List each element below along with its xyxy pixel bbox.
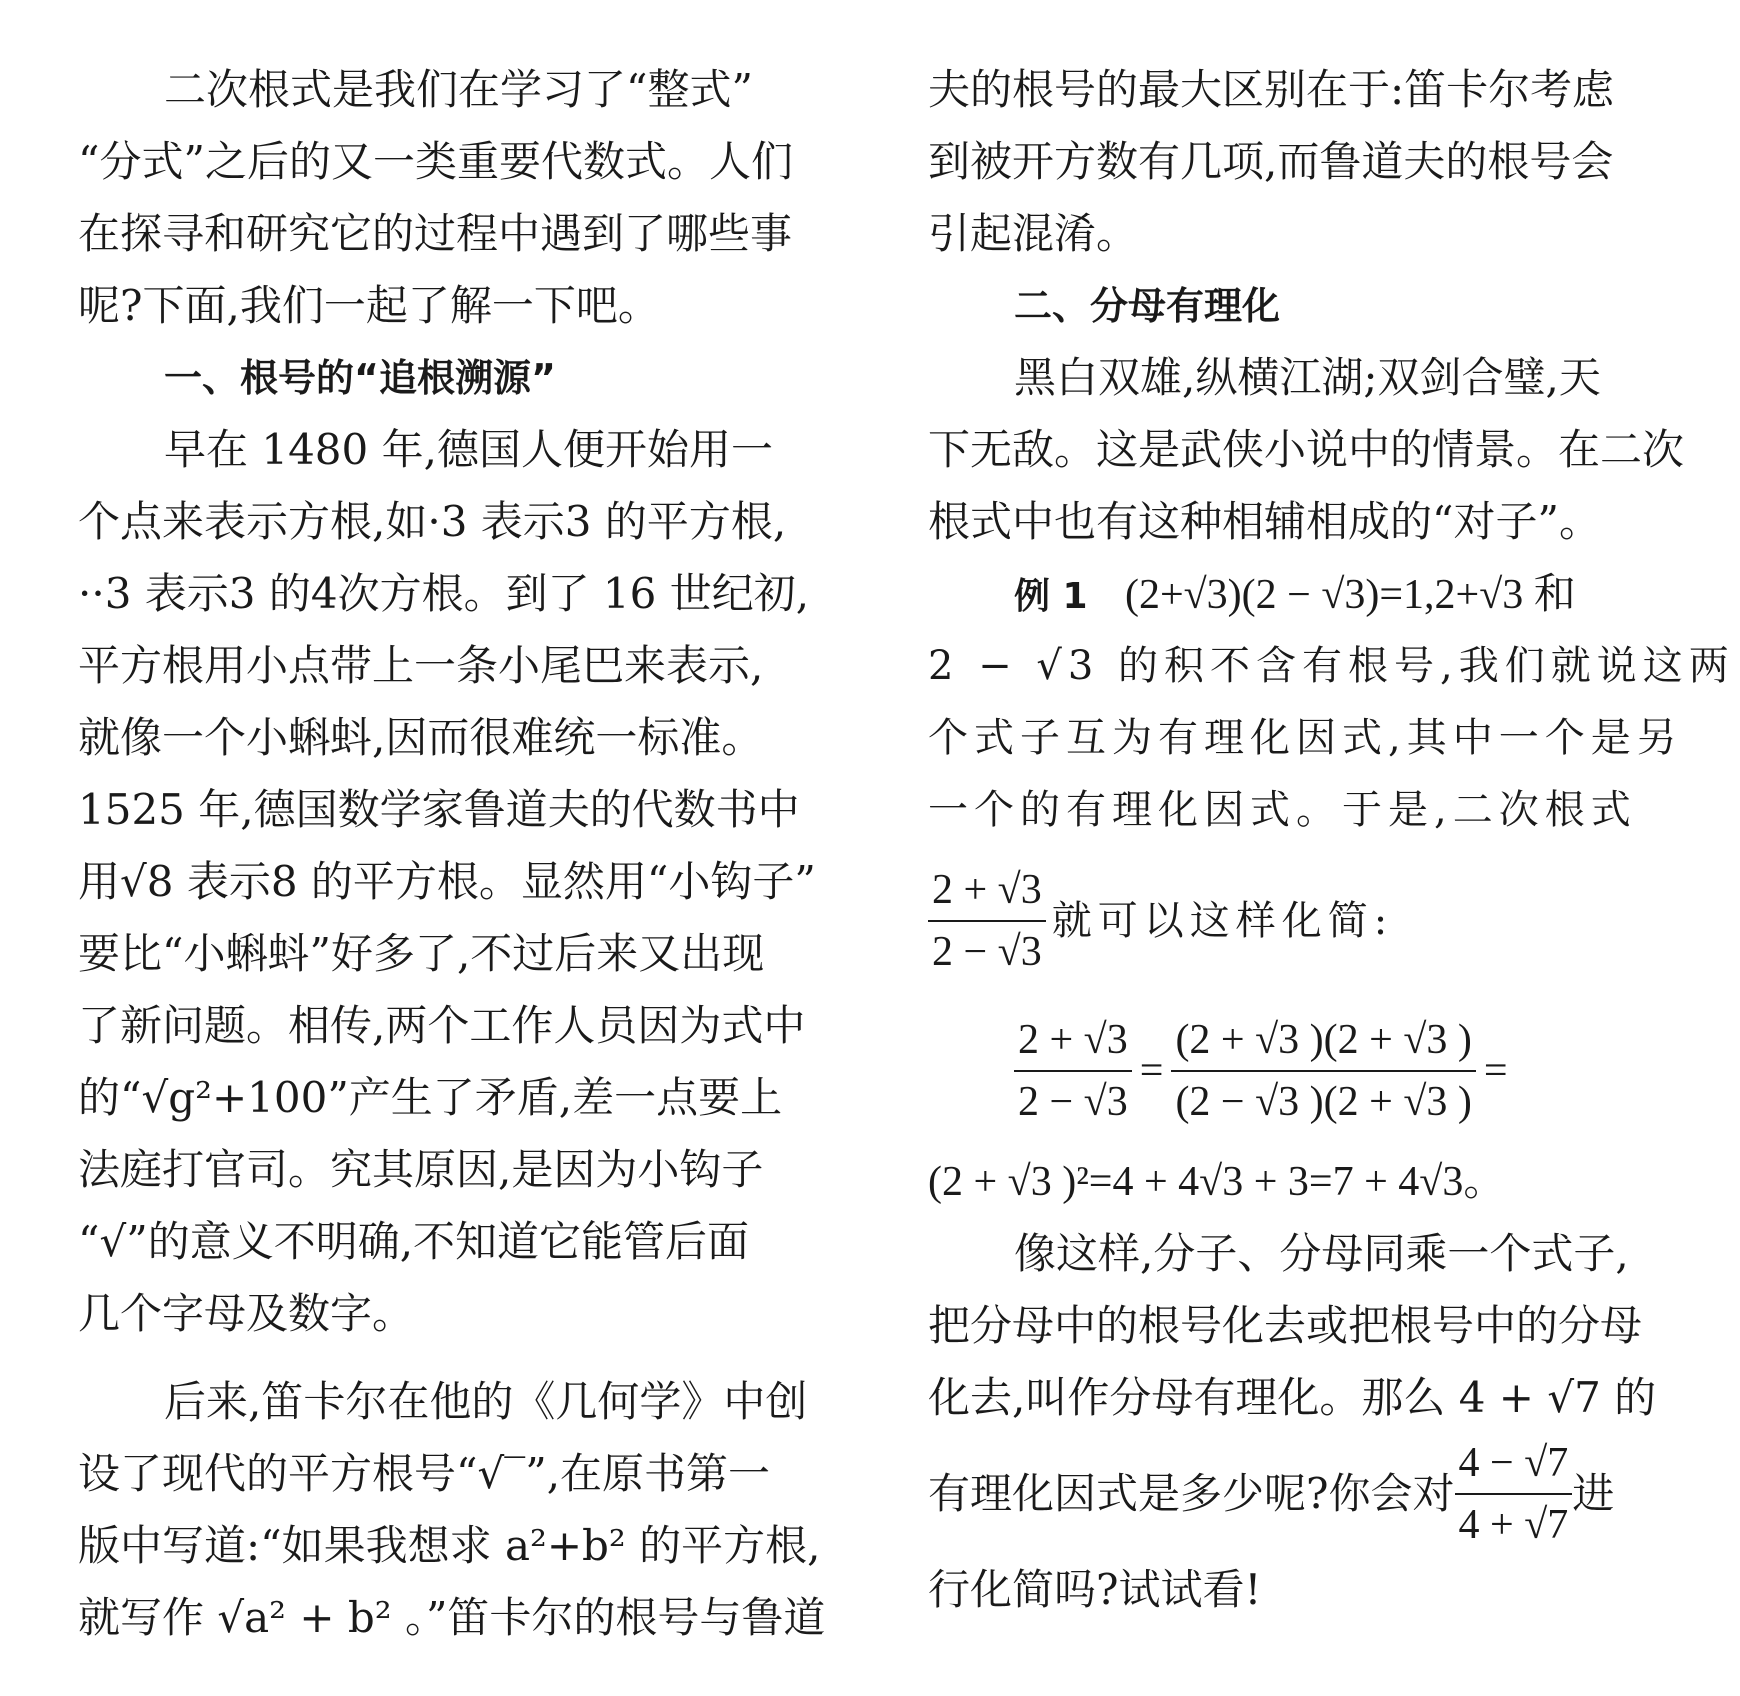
fraction-line [928,846,1658,996]
fraction-numerator: (2 + √3 )(2 + √3 ) [1175,1017,1472,1063]
paragraph-line: “分式”之后的又一类重要代数式。人们 [78,137,793,186]
equals-sign: = [1483,1048,1508,1094]
example-text-line: 个式子互为有理化因式,其中一个是另 [928,715,1683,761]
equation-result: (2 + √3 )²=4 + 4√3 + 3=7 + 4√3。 [928,1159,1506,1205]
paragraph-line: 早在 1480 年,德国人便开始用一 [164,425,773,474]
paragraph-line: 引起混淆。 [928,209,1139,258]
paragraph-line: 呢?下面,我们一起了解一下吧。 [78,281,660,330]
fraction-denominator: (2 − √3 )(2 + √3 ) [1171,1070,1475,1132]
question-text: 有理化因式是多少呢?你会对 [928,1469,1455,1518]
example-formula: (2+√3)(2 − √3)=1,2+√3 和 [1124,572,1576,618]
equation-line [928,996,1658,1146]
fraction-tail-text: 就可以这样化简: [1051,898,1394,944]
paragraph-line: 的“√g²+100”产生了矛盾,差一点要上 [78,1073,783,1122]
fraction-denominator: 2 − √3 [1014,1070,1132,1132]
paragraph-line: 个点来表示方根,如·3 表示3 的平方根, [78,497,787,546]
paragraph-line: 用√8 表示8 的平方根。显然用“小钩子” [78,857,816,906]
question-fraction [1455,1433,1573,1555]
paragraph-line: 把分母中的根号化去或把根号中的分母 [928,1301,1643,1350]
paragraph-line: 法庭打官司。究其原因,是因为小钩子 [78,1145,764,1194]
paragraph-line: 黑白双雄,纵横江湖;双剑合璧,天 [1014,353,1601,402]
paragraph-line: 下无敌。这是武侠小说中的情景。在二次 [928,425,1685,474]
paragraph-line: 几个字母及数字。 [78,1289,415,1338]
example-text-line: 2 − √3 的积不含有根号,我们就说这两 [928,643,1735,689]
paragraph-line: 了新问题。相传,两个工作人员因为式中 [78,1001,806,1050]
right-column [928,54,1735,1626]
section-heading-1: 一、根号的“追根溯源” [164,356,556,400]
equation-rhs-fraction [1171,1010,1475,1132]
paragraph-line: 平方根用小点带上一条小尾巴来表示, [78,641,764,690]
question-tail: 进 [1572,1469,1615,1518]
fraction-denominator: 2 − √3 [928,920,1046,982]
paragraph-line: “√”的意义不明确,不知道它能管后面 [78,1217,750,1266]
paragraph-line: 化去,叫作分母有理化。那么 4 + √7 的 [928,1373,1657,1422]
paragraph-line: 要比“小蝌蚪”好多了,不过后来又出现 [78,929,765,978]
paragraph-line: 行化简吗?试试看! [928,1565,1262,1614]
left-column [78,54,826,1654]
paragraph-line: 设了现代的平方根号“√‾”,在原书第一 [78,1449,771,1498]
fraction [928,860,1046,982]
equation-lhs-fraction [1014,1010,1132,1132]
example-line [928,558,1658,630]
fraction-numerator: 2 + √3 [1018,1017,1128,1063]
paragraph-line: 二次根式是我们在学习了“整式” [164,65,753,114]
fraction-denominator: 4 + √7 [1455,1493,1573,1555]
paragraph-line: 根式中也有这种相辅相成的“对子”。 [928,497,1601,546]
section-heading-2: 二、分母有理化 [1014,284,1281,328]
paragraph-line: 版中写道:“如果我想求 a²+b² 的平方根, [78,1521,821,1570]
paragraph-line: 夫的根号的最大区别在于:笛卡尔考虑 [928,65,1615,114]
example-label: 例 1 [1014,576,1088,617]
paragraph-line: 就写作 √a² + b² 。”笛卡尔的根号与鲁道 [78,1593,826,1642]
equals-sign: = [1139,1048,1164,1094]
paragraph-line: 在探寻和研究它的过程中遇到了哪些事 [78,209,793,258]
paragraph-line: 后来,笛卡尔在他的《几何学》中创 [164,1377,808,1426]
paragraph-line: 就像一个小蝌蚪,因而很难统一标准。 [78,713,764,762]
paragraph-line: 到被开方数有几项,而鲁道夫的根号会 [928,137,1614,186]
paragraph-line: 1525 年,德国数学家鲁道夫的代数书中 [78,785,800,834]
fraction-numerator: 2 + √3 [932,867,1042,913]
fraction-numerator: 4 − √7 [1458,1440,1569,1486]
question-line [928,1434,1658,1554]
paragraph-line: 像这样,分子、分母同乘一个式子, [1014,1229,1629,1278]
paragraph-line: ··3 表示3 的4次方根。到了 16 世纪初, [78,569,810,618]
example-text-line: 一个的有理化因式。于是,二次根式 [928,787,1637,833]
